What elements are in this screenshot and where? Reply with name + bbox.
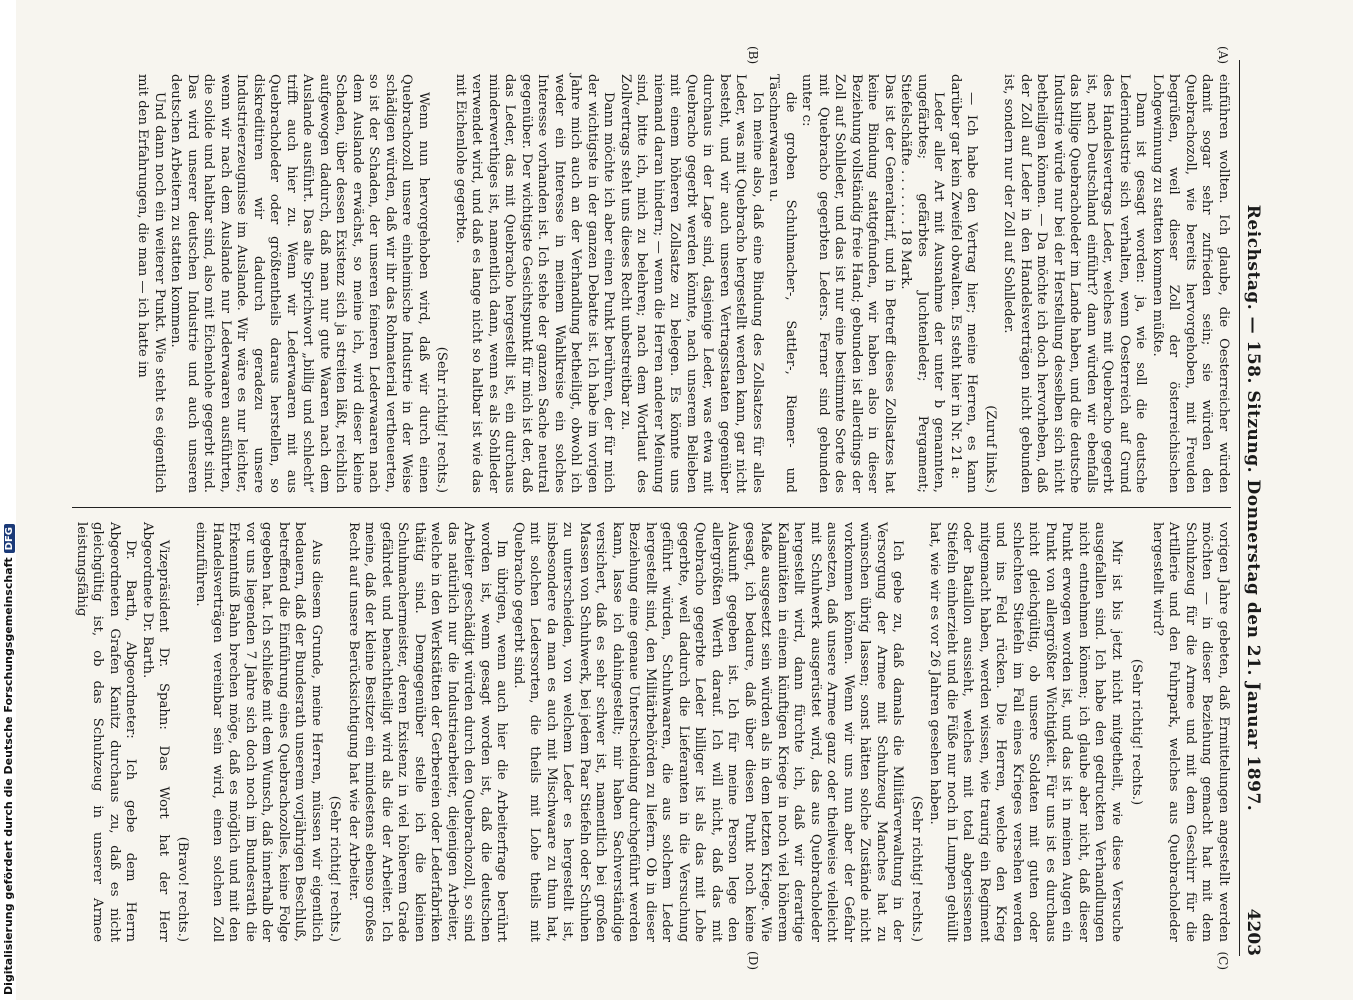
margin-marker-a: (A) [1216,46,1230,65]
dfg-logo: DFG [4,524,15,553]
paragraph: Im übrigen, wenn auch hier die Arbeiterfrage berührt worden ist, wenn gesagt worden ist, daß die deutschen Arbeiter geschädigt würden durch den Quebrachozoll, so sind das natürlich nur die Industriearbeiter, diejenigen Arbeiter, welche in den Werkstätten der Gerbereien oder Lederfabriken thätig sind. Demgegenüber stelle ich die kleinen Schuhmachermeister, deren Existenz in viel höherem Grade gefährdet und benachtheiligt wird als die der Arbeiter. Ich meine, daß der kleine Besitzer ein mindestens ebenso großes Recht auf unsere Berücksichtigung hat wie der Arbeiter. [346,522,510,942]
paragraph: Das ist der Generaltarif, und in Betreff dieses Zollsatzes hat keine Bindung stattgefunden, wir haben also in dieser Beziehung vollständig freie Hand; gebunden ist allerdings der Zoll auf Sohlleder, und das ist nur eine bestimmte Sorte des mit Quebracho gegerbten Leders. Ferner sind gebunden unter c: [799,74,897,493]
quoted-tariff: Leder aller Art mit Ausnahme der unter b genannten, ungefärbtes; gefärbtes Juchtenleder; Pergament; Stiefelschäfte . . . . . . . 18 Mark. [898,74,947,493]
left-column [73,46,1232,508]
paragraph: vorigen Jahre gebeten, daß Ermittelungen angestellt werden möchten — in dieser Beziehung gemacht hat mit dem Schuhzeug für die Armee und mit dem Geschirr für die Artillerie und den Fuhrpark, welches aus Quebracholeder hergestellt wird? [1150,522,1231,942]
paragraph: Ich meine also, daß eine Bindung des Zollsatzes für alles Leder, was mit Quebracho hergestellt werden kann, gar nicht besteht, und wir auch unseren Vertragsstaaten gegenüber durchaus in der Lage sind, dasjenige Leder, was etwa mit Quebracho gegerbt werden könnte, nach unserem Belieben mit einem höheren Zollsatze zu belegen. Es könnte uns niemand daran hindern; — wenn die Herren anderer Meinung sind, bitte ich, mich zu belehren; nach dem Wortlaut des Zollvertrags steht uns dieses Recht unbestreitbar zu. [618,74,765,493]
margin-marker-b: (B) [746,46,760,65]
margin-marker-c: (C) [1216,951,1230,970]
document-page [74,40,1266,976]
paragraph: einführen wollten. Ich glaube, die Oesterreicher würden damit sogar sehr zufrieden sein; sie würden den Quebrachozoll, wie bereits hervorgehoben, mit Freuden begrüßen, weil dieser Zoll der österreichischen Lohgewinnung zu statten kommen müßte. [1150,74,1231,493]
paragraph: Ich gebe zu, daß damals die Militärverwaltung in der Versorgung der Armee mit Schuhzeug Manches hat zu wünschen übrig lassen; sonst hätten solche Zustände nicht vorkommen können. Wenn wir uns nun aber der Gefahr aussetzen, daß unsere Armee ganz oder theilweise vielleicht mit Schuhwerk ausgerüstet wird, das aus Quebracholeder hergestellt wird, dann fürchte ich, daß wir derartige Kalamitäten in einem künftigen Kriege in noch viel höherem Maße ausgesetzt sein würden als in dem letzten Kriege. Wie gesagt, ich bedaure, daß über diesen Punkt noch keine Auskunft gegeben ist. Ich für meine Person lege den allergrößten Werth darauf. Ich will nicht, daß das mit Quebracho gegerbte Leder billiger ist als das mit Lohe gegerbte, weil dadurch die Lieferanten in die Versuchung geführt würden, Schuhwaaren, die aus solchem Leder hergestellt sind, den Militärbehörden zu liefern. Ob in dieser Beziehung eine genaue Unterscheidung durchgeführt werden kann, lasse ich dahingestellt; mir haben Sachverständige versichert, daß es sehr schwer ist, namentlich bei großen Massen von Schuhwerk, bei jedem Paar Stiefeln oder Schuhen zu unterscheiden, von welchem Leder es hergestellt ist, insbesondere da man es auch mit Mischwaare zu thun hat, mit solchen Ledersorten, die theils mit Lohe theils mit Quebracho gegerbt sind. [511,522,906,942]
paragraph: Mir ist bis jetzt nicht mitgetheilt, wie diese Versuche ausgefallen sind. Ich habe den gedruckten Verhandlungen nicht entnehmen können; ich glaube aber nicht, daß dieser Punkt erwogen worden ist, und das ist in meinen Augen ein Punkt von allergrößter Wichtigkeit. Für uns ist es durchaus nicht gleichgültig, ob unsere Soldaten mit guten oder schlechten Stiefeln im Fall eines Krieges versehen werden und ins Feld rücken. Die Herren, welche den Krieg mitgemacht haben, werden wissen, wie traurig ein Regiment oder Bataillon aussieht, welches mit total abgerissenen Stiefeln einherzieht und die Füße nur noch in Lumpen gehüllt hat, wie wir es vor 26 Jahren gesehen haben. [927,522,1124,942]
interjection: (Sehr richtig! rechts.) [327,795,343,942]
speaker-paragraph: Vizepräsident Dr. Spahn: Das Wort hat der Herr Abgeordnete Dr. Barth. [140,522,172,942]
right-column [73,508,1232,970]
margin-marker-d: (D) [746,951,760,970]
paragraph: Dann ist gesagt worden: ja, wie soll die deutsche Lederindustrie sich verhalten, wenn Oesterreich auf Grund des Handelsvertrags Leder, welches mit Quebracho gegerbt ist, nach Deutschland einführt? dann würden wir ebenfalls das billige Quebracholeder im Lande haben, und die deutsche Industrie würde nur bei der Herstellung desselben sich nicht betheiligen können. — Da möchte ich doch hervorheben, daß der Zoll auf Leder in den Handelsverträgen nicht gebunden ist, sondern nur der Zoll auf Sohlleder. [1001,74,1149,493]
interjection: (Bravo! rechts.) [175,836,190,942]
paragraph: Aus diesem Grunde, meine Herren, müssen wir eigentlich bedauern, daß der Bundesrath unserem vorjährigen Beschluß, betreffend die Einführung eines Quebrachozolles, keine Folge gegeben hat. Ich schließe mit dem Wunsch, daß innerhalb der vor uns liegenden 7 Jahre sich doch noch im Bundesrath die Erkenntniß Bahn brechen möge, daß es möglich und mit den Handelsverträgen vereinbar sein wird, einen solchen Zoll einzuführen. [193,522,324,942]
funding-notice [2,524,15,995]
page-header [1239,60,1266,956]
text-columns [73,46,1232,970]
page-title: Reichstag. — 158. Sitzung. Donnerstag den 21. Januar 1897. [1243,204,1263,812]
funding-notice-text: Digitalisierung gefördert durch die Deutsche Forschungsgemeinschaft [2,557,15,995]
sidebar-strip [0,0,16,1000]
interjection: (Sehr richtig! rechts.) [434,346,450,493]
quoted-tariff: die groben Schuhmacher-, Sattler-, Riemer- und Täschnerwaaren u. [766,74,798,493]
paragraph: Dann möchte ich aber einen Punkt berühren, der für mich der wichtigste in der ganzen Debatte ist. Ich habe im vorigen Jahre mich auch an der Verhandlung betheiligt, obwohl ich weder ein Interesse in meinem Wahlkreise ein solches Interesse vorhanden ist. Ich stehe der ganzen Sache neutral gegenüber. Der wichtigste Gesichtspunkt für mich ist der, daß das Leder, das mit Quebracho hergestellt ist, ein durchaus minderwerthiges ist, namentlich dann, wenn es als Sohlleder verwendet wird, und daß es lange nicht so haltbar ist wie das mit Eichenlohe gegerbte. [453,74,617,493]
paragraph: Und dann noch ein weiterer Punkt. Wie steht es eigentlich mit den Erfahrungen, die man — ich hatte im [135,74,167,493]
interjection: (Zuruf links.) [983,405,998,493]
paragraph: Wenn nun hervorgehoben wird, daß wir durch einen Quebrachozoll unsere einheimische Industrie in der Weise schädigen würden, daß wir ihr das Rohmaterial vertheuerten, so ist der Schaden, der unseren feineren Lederwaaren nach dem Auslande erwächst, so meine ich, wird dieser kleine Schaden, über dessen Existenz sich ja streiten läßt, reichlich aufgewogen dadurch, daß man nur gute Waaren nach dem Auslande ausführt. Das alte Sprichwort „billig und schlecht“ trifft auch hier zu. Wenn wir Lederwaaren mit aus Quebracholeder oder größtentheils daraus herstellen, so diskreditiren wir dadurch geradezu unsere Industrieerzeugnisse im Auslande. Wir wäre es nur leichter, wenn wir nach dem Auslande nur Lederwaaren ausführten, die solide und haltbar sind, also mit Eichenlohe gegerbt sind. Das wird unserer deutschen Industrie und auch unseren deutschen Arbeitern zu statten kommen. [168,74,431,493]
speaker-paragraph: Dr. Barth, Abgeordneter: Ich gebe dem Herrn Abgeordneten Grafen Kanitz durchaus zu, daß es nicht gleichgültig ist, ob das Schuhzeug in unserer Armee leistungsfähig [74,522,139,942]
interjection: (Sehr richtig! rechts.) [1129,658,1145,806]
page-number: 4203 [1243,908,1263,956]
interjection: (Sehr richtig! rechts.) [909,795,924,942]
paragraph: — Ich habe den Vertrag hier; meine Herren, es kann darüber gar kein Zweifel obwalten. Es steht hier in Nr. 21 a: [948,74,980,493]
